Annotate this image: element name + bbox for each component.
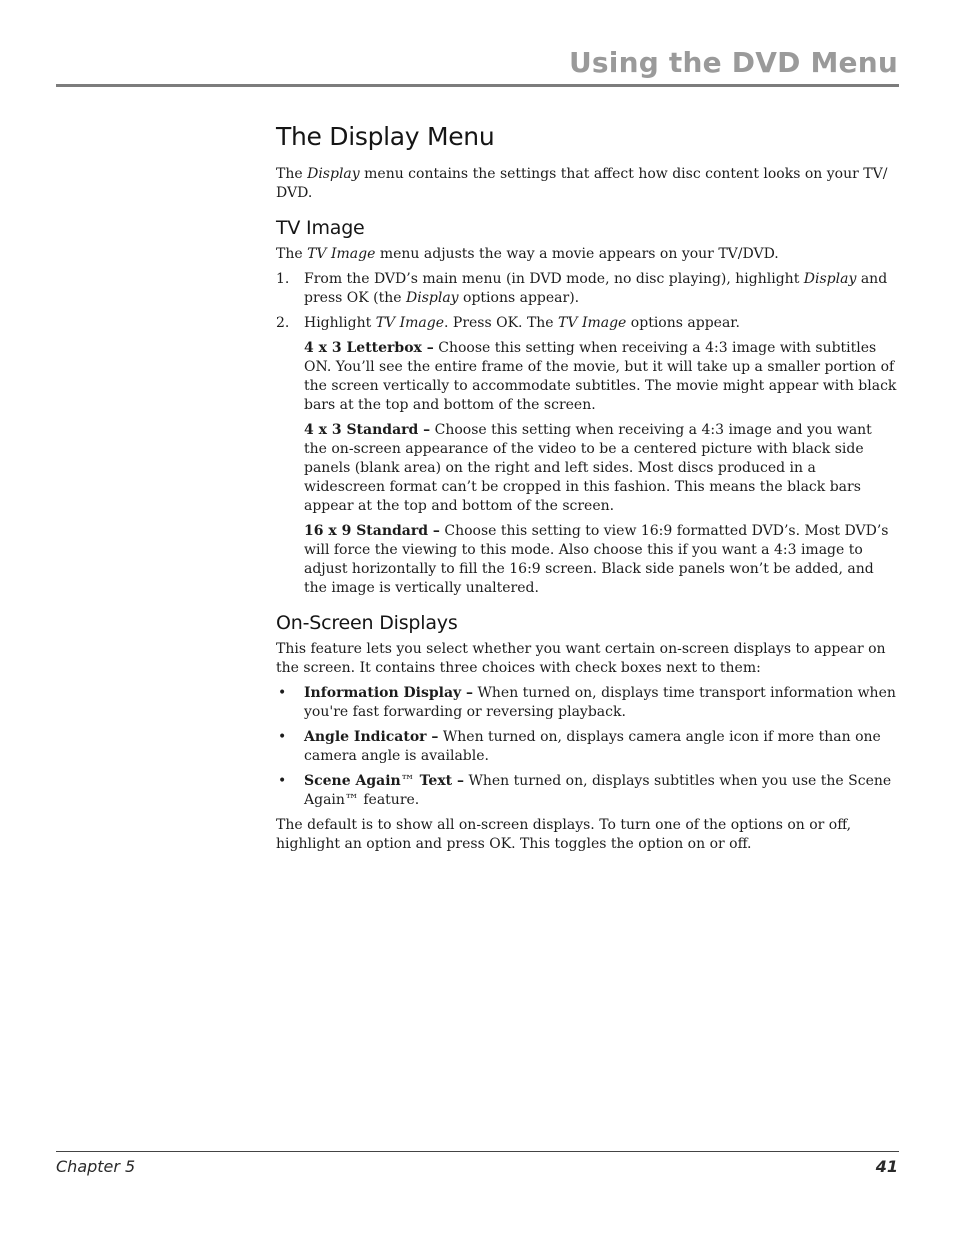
page-number: 41 — [875, 1157, 898, 1176]
list-item: • Scene Again™ Text – When turned on, displays subtitles when you use the Scene Again™ feature. — [278, 773, 892, 808]
section-title: The Display Menu — [276, 122, 495, 151]
list-item: • Information Display – When turned on, displays time transport information when you're fast forwarding or reversing playback. — [278, 685, 896, 720]
footer-rule — [56, 1151, 899, 1152]
footer-chapter: Chapter 5 — [56, 1157, 136, 1176]
step-item: 1. From the DVD’s main menu (in DVD mode, no disc playing), highlight Display and press OK (the Display options appear). — [276, 271, 888, 306]
bullet-icon: • — [278, 729, 287, 745]
step-item: 2. Highlight TV Image. Press OK. The TV Image options appear. — [276, 315, 740, 331]
tv-image-intro: The TV Image menu adjusts the way a movie appears on your TV/DVD. — [276, 246, 779, 262]
option-16x9-standard: 16 x 9 Standard – Choose this setting to view 16:9 formatted DVD’s. Most DVD’s will force the viewing to this mode. Also choose this if you want a 4:3 image to adjust horizontally to fill the 16:9 screen. Black side panels won’t be added, and the image is vertically unaltered. — [304, 523, 889, 596]
chapter-title: Using the DVD Menu — [568, 46, 898, 79]
bullet-icon: • — [278, 685, 287, 701]
list-item: • Angle Indicator – When turned on, displays camera angle icon if more than one camera angle is available. — [278, 729, 881, 764]
main-content — [276, 122, 899, 860]
tv-image-steps — [276, 270, 899, 333]
option-4x3-standard: 4 x 3 Standard – Choose this setting when receiving a 4:3 image and you want the on-screen appearance of the video to be a centered picture with black side panels (blank area) on the right and left sides. Most discs produced in a widescreen format can’t be cropped in this fashion. This means the black bars appear at the top and bottom of the screen. — [304, 422, 872, 514]
on-screen-intro: This feature lets you select whether you want certain on-screen displays to appear on the screen. It contains three choices with check boxes next to them: — [276, 641, 886, 676]
option-letterbox: 4 x 3 Letterbox – Choose this setting when receiving a 4:3 image with subtitles ON. You’ll see the entire frame of the movie, but it will take up a smaller portion of the screen vertically to accommodate subtitles. The movie might appear with black bars at the top and bottom of the screen. — [304, 340, 897, 413]
header-rule — [56, 84, 899, 87]
on-screen-list — [276, 684, 899, 810]
on-screen-closing: The default is to show all on-screen displays. To turn one of the options on or off, highlight an option and press OK. This toggles the option on or off. — [276, 817, 852, 852]
bullet-icon: • — [278, 773, 287, 789]
tv-image-heading: TV Image — [276, 217, 365, 239]
on-screen-heading: On-Screen Displays — [276, 612, 458, 634]
section-intro: The Display menu contains the settings that affect how disc content looks on your TV/ DVD. — [276, 166, 888, 201]
